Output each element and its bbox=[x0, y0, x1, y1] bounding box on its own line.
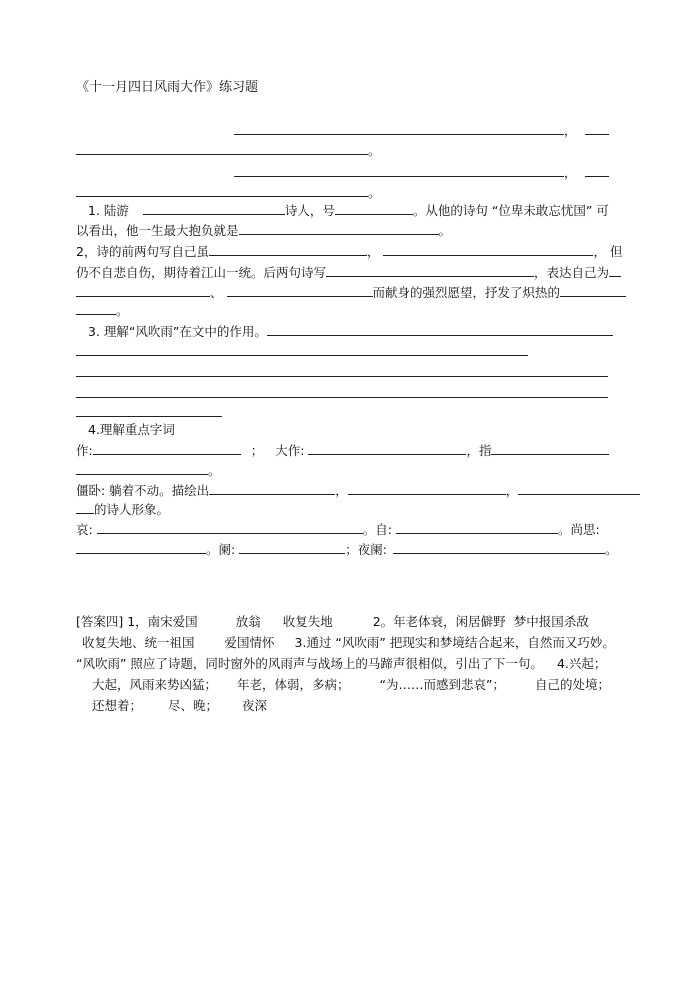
q2-line-4 bbox=[76, 300, 621, 320]
blank[interactable] bbox=[76, 383, 608, 398]
q2-text: ， bbox=[366, 244, 380, 259]
answer-text: “为……而感到悲哀”； bbox=[379, 677, 505, 692]
blank[interactable] bbox=[209, 480, 335, 495]
q4-text: 大作: bbox=[275, 443, 305, 458]
blank[interactable] bbox=[491, 440, 609, 455]
answer-text: 收复失地 bbox=[282, 614, 333, 629]
blank[interactable] bbox=[585, 120, 609, 135]
q2-line-2 bbox=[76, 262, 621, 282]
q4-text: ， bbox=[335, 483, 348, 498]
q3-line-3 bbox=[76, 362, 621, 382]
poem-line-2 bbox=[76, 140, 621, 160]
blank[interactable] bbox=[239, 539, 345, 554]
blank[interactable] bbox=[76, 182, 368, 197]
blank[interactable] bbox=[308, 440, 466, 455]
q4-text: 。自: bbox=[362, 522, 392, 537]
answer-text: 尽、晚； bbox=[168, 698, 219, 713]
blank[interactable] bbox=[518, 480, 640, 495]
answer-text: 还想着； bbox=[92, 698, 143, 713]
q4-text: 的诗人形象。 bbox=[94, 502, 170, 517]
q4-text: ， bbox=[505, 483, 519, 498]
answer-text: [答案四] 1，南宋爱国 bbox=[76, 614, 198, 629]
blank[interactable] bbox=[234, 120, 564, 135]
q4-text: 哀: bbox=[76, 522, 93, 537]
blank[interactable] bbox=[335, 200, 413, 215]
answer-text: 爱国情怀 bbox=[224, 635, 275, 650]
answer-line-5 bbox=[76, 696, 621, 716]
q1-text: 诗人，号 bbox=[284, 203, 335, 218]
blank[interactable] bbox=[143, 200, 285, 215]
q3-line-1 bbox=[76, 321, 621, 341]
q2-text: ， 但 bbox=[593, 244, 623, 259]
q4-text: 。 bbox=[208, 463, 221, 478]
q2-text: 、 bbox=[210, 285, 223, 300]
q4-heading bbox=[76, 420, 621, 440]
blank[interactable] bbox=[267, 321, 613, 336]
answer-line-3 bbox=[76, 654, 621, 674]
q3-line-4 bbox=[76, 383, 621, 403]
comma: ， bbox=[564, 165, 577, 180]
q4-line-1 bbox=[76, 440, 621, 460]
poem-line-3 bbox=[76, 162, 621, 182]
q4-text: ，指 bbox=[466, 443, 492, 458]
answer-text: 年老，体弱，多病； bbox=[237, 677, 350, 692]
blank[interactable] bbox=[76, 282, 210, 297]
blank[interactable] bbox=[348, 480, 506, 495]
blank[interactable] bbox=[326, 262, 534, 277]
blank[interactable] bbox=[76, 539, 206, 554]
q4-text: 。阑: bbox=[206, 542, 236, 557]
answer-text: 2。年老体衰，闲居僻野 bbox=[372, 614, 506, 629]
q4-line-6 bbox=[76, 539, 621, 559]
q4-text: ；夜阑: bbox=[345, 542, 387, 557]
q1-line-2 bbox=[76, 220, 621, 240]
q1-text: 。 bbox=[438, 223, 452, 238]
blank[interactable] bbox=[234, 162, 564, 177]
blank[interactable] bbox=[76, 402, 222, 417]
q4-text: 。 bbox=[604, 542, 618, 557]
q2-text: ，表达自己为 bbox=[534, 265, 610, 280]
q2-text: 仍不自悲自伤，期待着江山一统。后两句诗写 bbox=[76, 265, 327, 280]
blank[interactable] bbox=[396, 519, 558, 534]
q1-text: 。从他的诗句 “位卑未敢忘忧国” 可 bbox=[412, 203, 609, 218]
q4-heading-text: 4.理解重点字词 bbox=[88, 422, 175, 437]
answer-text: 大起，风雨来势凶猛； bbox=[92, 677, 218, 692]
q4-line-5 bbox=[76, 519, 621, 539]
answer-text: 3.通过 “风吹雨” 把现实和梦境结合起来，自然而又巧妙。 bbox=[294, 635, 615, 650]
period: 。 bbox=[368, 185, 381, 200]
poem-line-4 bbox=[76, 182, 621, 202]
q4-line-3 bbox=[76, 480, 621, 500]
q3-line-5 bbox=[76, 402, 621, 422]
blank[interactable] bbox=[76, 499, 94, 514]
comma: ， bbox=[564, 123, 577, 138]
q1-text: 1. 陆游 bbox=[88, 203, 129, 218]
answer-text: 自己的处境； bbox=[534, 677, 610, 692]
blank[interactable] bbox=[76, 140, 368, 155]
q4-line-4 bbox=[76, 499, 621, 519]
blank[interactable] bbox=[383, 241, 593, 256]
blank[interactable] bbox=[585, 162, 609, 177]
q4-text: 作: bbox=[76, 443, 93, 458]
answer-line-1 bbox=[76, 612, 621, 632]
q3-line-2 bbox=[76, 341, 621, 361]
blank[interactable] bbox=[393, 539, 605, 554]
answer-line-2 bbox=[76, 633, 621, 653]
q1-text: 以看出，他一生最大抱负就是 bbox=[76, 223, 239, 238]
q2-line-3 bbox=[76, 282, 621, 302]
blank[interactable] bbox=[97, 519, 363, 534]
blank[interactable] bbox=[76, 300, 116, 315]
answer-text: 放翁 bbox=[235, 614, 261, 629]
q2-line-1 bbox=[76, 241, 621, 261]
q2-text: 。 bbox=[116, 303, 129, 318]
poem-line-1 bbox=[76, 120, 621, 140]
answer-text: 夜深 bbox=[242, 698, 268, 713]
answer-text: “风吹雨” 照应了诗题，同时窗外的风雨声与战场上的马蹄声很相似，引出了下一句。 bbox=[76, 656, 543, 671]
answer-text: 梦中报国杀敌 bbox=[513, 614, 589, 629]
q2-text: 而献身的强烈愿望，抒发了炽热的 bbox=[372, 285, 561, 300]
q4-text: 僵卧: 躺着不动。描绘出 bbox=[76, 483, 210, 498]
period: 。 bbox=[368, 143, 381, 158]
blank[interactable] bbox=[93, 440, 241, 455]
q1-line-1 bbox=[76, 200, 621, 220]
q2-text: 2，诗的前两句写自己虽 bbox=[76, 244, 209, 259]
blank[interactable] bbox=[227, 282, 373, 297]
answer-line-4 bbox=[76, 675, 621, 695]
blank[interactable] bbox=[609, 262, 621, 277]
answer-text: 4.兴起； bbox=[556, 656, 607, 671]
q4-text: 。尚思: bbox=[557, 522, 600, 537]
blank[interactable] bbox=[76, 460, 208, 475]
q4-line-2 bbox=[76, 460, 621, 480]
document-title: 《十一月四日风雨大作》练习题 bbox=[76, 80, 259, 95]
blank[interactable] bbox=[560, 282, 626, 297]
blank[interactable] bbox=[239, 220, 439, 235]
blank[interactable] bbox=[209, 241, 367, 256]
answer-text: 收复失地、统一祖国 bbox=[82, 635, 195, 650]
blank[interactable] bbox=[76, 362, 608, 377]
blank[interactable] bbox=[76, 341, 528, 356]
q3-text: 3. 理解“风吹雨”在文中的作用。 bbox=[88, 324, 267, 339]
q4-text: ； bbox=[250, 443, 264, 458]
